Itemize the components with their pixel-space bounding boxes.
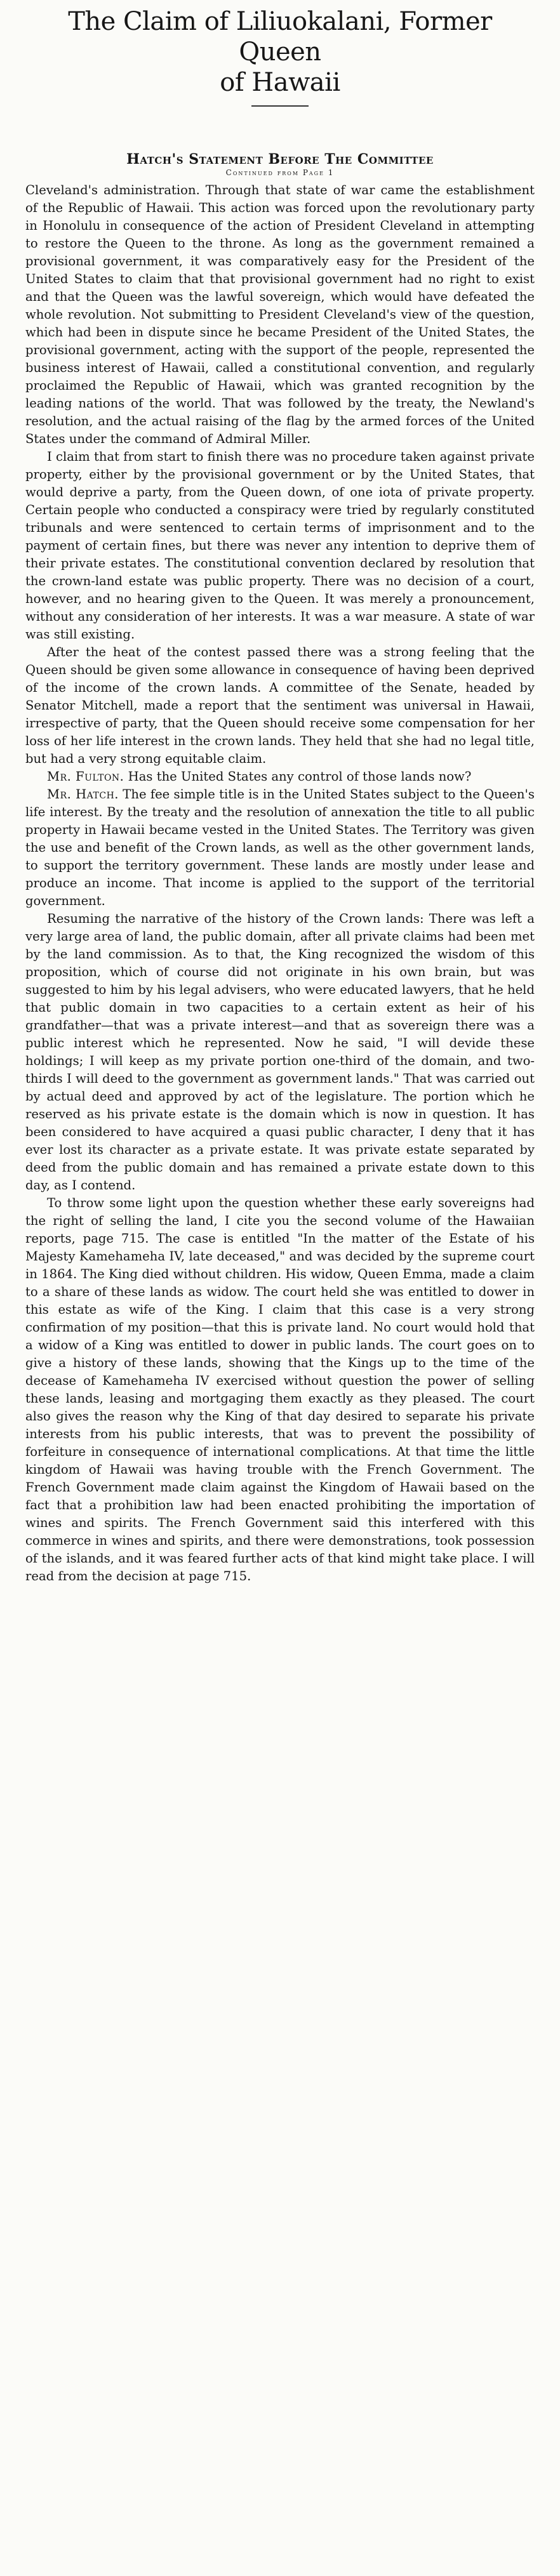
article-body [25,182,535,1585]
article-title [25,6,535,98]
paragraph-4 [25,768,535,786]
article-title-line-1: The Claim of Liliuokalani, Former Queen [68,7,492,67]
paragraph-7 [25,1194,535,1585]
speaker-name: Mr. Fulton. [47,769,124,784]
paragraph-text: I claim that from start to finish there was no procedure taken against private property, either by the provisional government or by the United States, that would deprive a party, from the Queen down, of one iota of private property. Certain people who conducted a conspiracy were tried by regularly constituted tribunals and were sentenced to certain terms of imprisonment and to the payment of certain fines, but there was never any intention to deprive them of their private estates. The constitutional convention declared by resolution that the crown-land estate was public property. There was no decision of a court, however, and no hearing given to the Queen. It was merely a pronouncement, without any consideration of her interests. It was a war measure. A state of war was still existing. [25,449,535,642]
paragraph-text: Cleveland's administration. Through that state of war came the establishment of the Republic of Hawaii. This action was forced upon the revolutionary party in Honolulu in consequence of the action of President Cleveland in attempting to restore the Queen to the throne. As long as the government remained a provisional government, it was comparatively easy for the President of the United States to claim that that provisional government had no right to exist and that the Queen was the lawful sovereign, which would have defeated the whole revolution. Not submitting to President Cleveland's view of the question, which had been in dispute since he became President of the United States, the provisional government, acting with the support of the people, represented the business interest of Hawaii, called a constitutional convention, and regularly proclaimed the Republic of Hawaii, which was granted recognition by the leading nations of the world. That was followed by the treaty, the Newland's resolution, and the actual raising of the flag by the armed forces of the United States under the command of Admiral Miller. [25,183,535,446]
paragraph-text: After the heat of the contest passed there was a strong feeling that the Queen should be given some allowance in consequence of having been deprived of the income of the crown lands. A committee of the Senate, headed by Senator Mitchell, made a report that the sentiment was universal in Hawaii, irrespective of party, that the Queen should receive some compensation for her loss of her life interest in the crown lands. They held that she had no legal title, but had a very strong equitable claim. [25,645,535,766]
paragraph-2 [25,448,535,644]
paragraph-3 [25,644,535,768]
paragraph-text: Resuming the narrative of the history of the Crown lands: There was left a very large area of land, the public domain, after all private claims had been met by the land commission. As to that, the King recognized the wisdom of this proposition, which of course did not originate in his own brain, but was suggested to him by his legal advisers, who were educated lawyers, that he held that public domain in two capacities to a certain extent as heir of his grandfather—that was a private interest—and that as sovereign there was a public interest which he represented. Now he said, "I will devide these holdings; I will keep as my private portion one-third of the domain, and two-thirds I will deed to the government as government lands." That was carried out by actual deed and approved by act of the legislature. The portion which he reserved as his private estate is the domain which is now in question. It has been considered to have acquired a quasi public character, I deny that it has ever lost its character as a private estate. It was private estate separated by deed from the public domain and has remained a private estate down to this day, as I contend. [25,911,535,1192]
paragraph-text: To throw some light upon the question whether these early sovereigns had the right of selling the land, I cite you the second volume of the Hawaiian reports, page 715. The case is entitled "In the matter of the Estate of his Majesty Kamehameha IV, late deceased," and was decided by the supreme court in 1864. The King died without children. His widow, Queen Emma, made a claim to a share of these lands as widow. The court held she was entitled to dower in this estate as wife of the King. I claim that this case is a very strong confirmation of my position—that this is private land. No court would hold that a widow of a King was entitled to dower in public lands. The court goes on to give a history of these lands, showing that the Kings up to the time of the decease of Kamehameha IV exercised without question the power of selling these lands, leasing and mortgaging them exactly as they pleased. The court also gives the reason why the King of that day desired to separate his private interests from his public interests, that was to prevent the possibility of forfeiture in consequence of international complications. At that time the little kingdom of Hawaii was having trouble with the French Government. The French Government made claim against the Kingdom of Hawaii based on the fact that a prohibition law had been enacted prohibiting the importation of wines and spirits. The French Government said this interfered with this commerce in wines and spirits, and there were demonstrations, took possession of the islands, and it was feared further acts of that kind might take place. I will read from the decision at page 715. [25,1196,535,1583]
paragraph-1 [25,182,535,448]
paragraph-5 [25,786,535,910]
title-divider [251,105,309,107]
article-subhead: Hatch's Statement Before The Committee [126,151,434,168]
paragraph-6 [25,910,535,1194]
speaker-name: Mr. Hatch. [47,787,119,802]
paragraph-text: The fee simple title is in the United States subject to the Queen's life interest. By the treaty and the resolution of annexation the title to all public property in Hawaii became vested in the United States. The Territory was given the use and benefit of the Crown lands, as well as the other government lands, to support the territory government. These lands are mostly under lease and produce an income. That income is applied to the support of the territorial government. [25,787,535,908]
continued-note: Continued from Page 1 [225,168,335,177]
article-title-line-2: of Hawaii [220,68,340,97]
paragraph-text: Has the United States any control of those lands now? [128,769,472,784]
